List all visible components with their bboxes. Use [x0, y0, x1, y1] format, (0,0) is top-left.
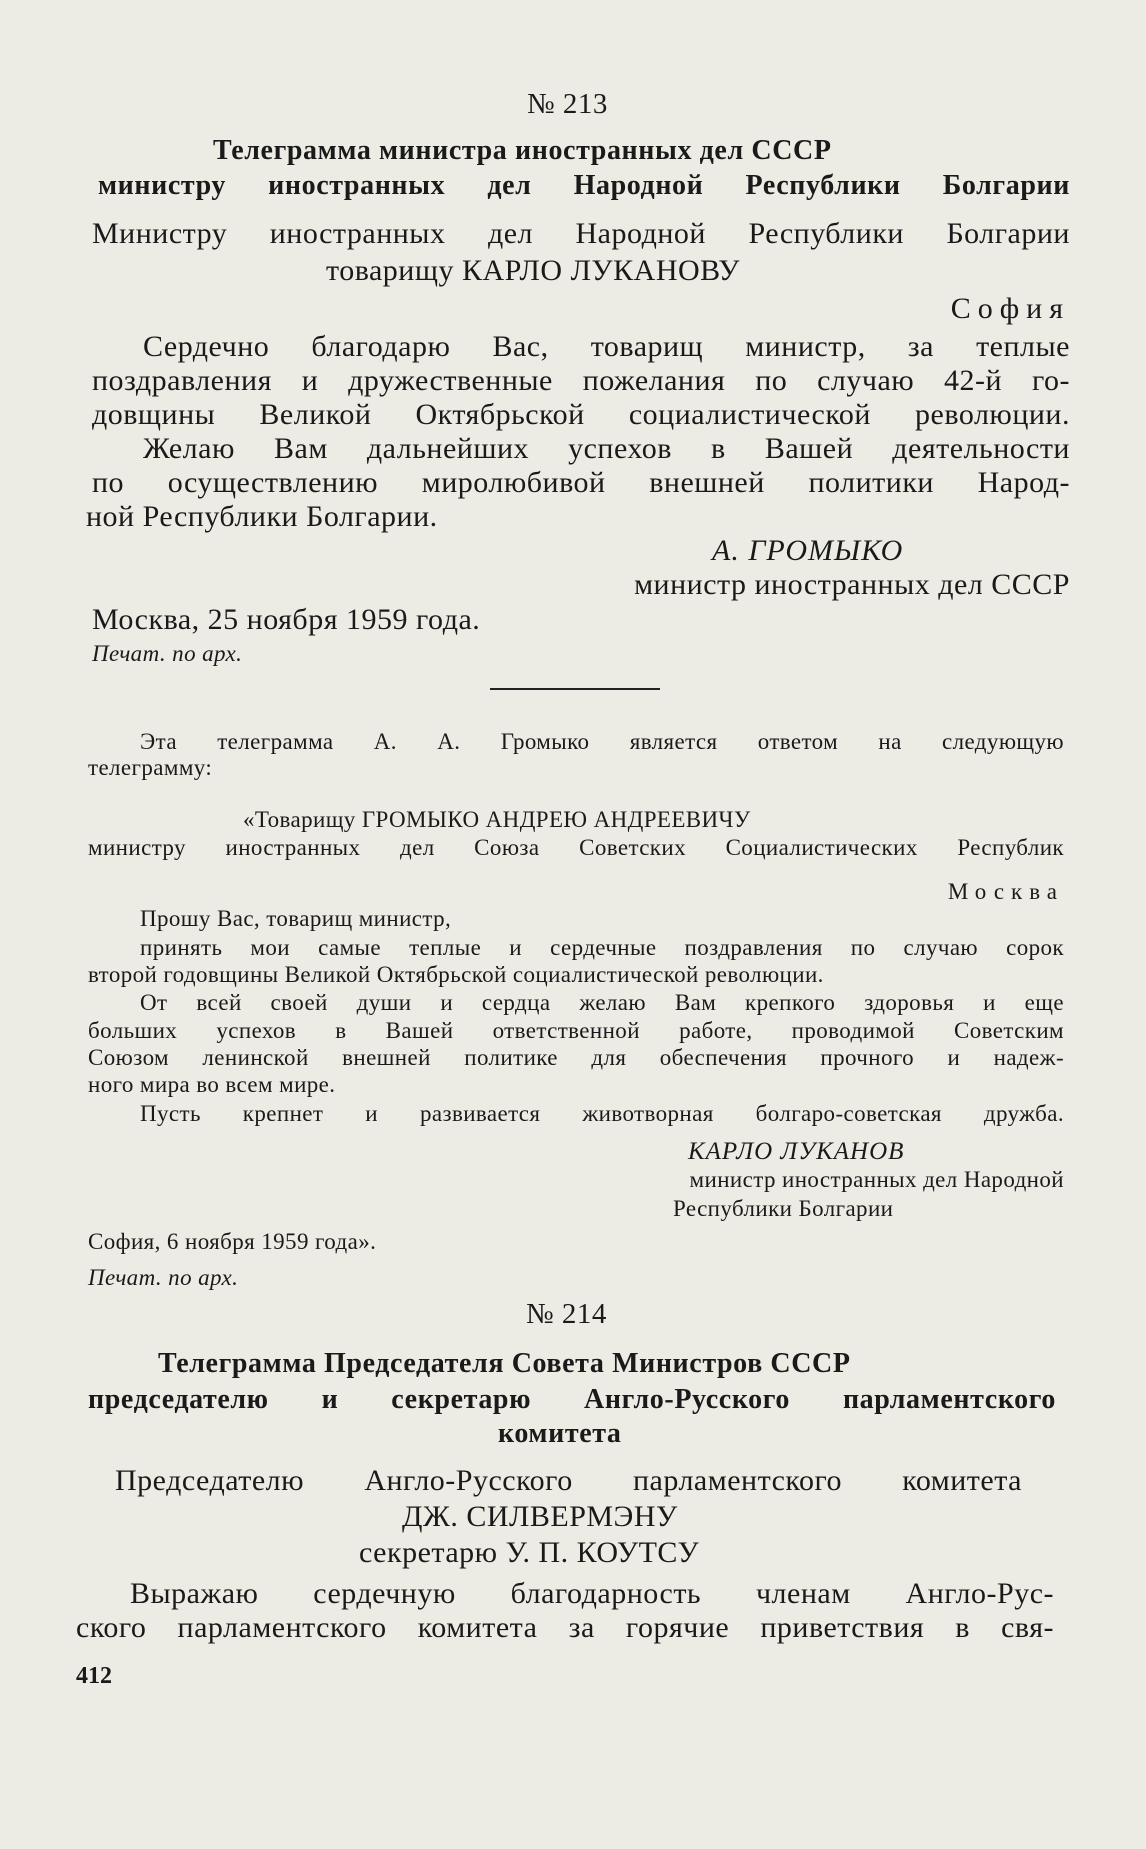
doc214-body-line: Выражаю сердечную благодарность членам Англо-Рус-	[130, 1577, 1054, 1610]
note-body-line: От всей своей души и сердца желаю Вам крепкого здоровья и еще	[140, 990, 1064, 1015]
doc213-signature: А. ГРОМЫКО	[712, 534, 904, 567]
note-date: София, 6 ноября 1959 года».	[88, 1229, 377, 1254]
doc213-city: София	[950, 292, 1070, 325]
doc213-date: Москва, 25 ноября 1959 года.	[92, 603, 481, 636]
doc214-title-line2: председателю и секретарю Англо-Русского парламентского	[88, 1384, 1056, 1415]
section-divider	[490, 688, 660, 690]
note-body-line: Пусть крепнет и развивается животворная болгаро-советская дружба.	[140, 1101, 1064, 1126]
doc213-addressee-line2: товарищу КАРЛО ЛУКАНОВУ	[326, 254, 740, 287]
doc213-body-line: Желаю Вам дальнейших успехов в Вашей деятельности	[143, 432, 1070, 465]
note-signature-title-line1: министр иностранных дел Народной	[689, 1167, 1064, 1192]
note-signature-title-line2: Республики Болгарии	[673, 1196, 894, 1221]
note-body-line: Союзом ленинской внешней политике для обеспечения прочного и надеж-	[88, 1045, 1064, 1070]
note-source: Печат. по арх.	[88, 1265, 239, 1290]
doc-number-213: № 213	[527, 88, 608, 120]
doc213-addressee-line1: Министру иностранных дел Народной Республики Болгарии	[92, 217, 1070, 250]
note-city: Москва	[947, 879, 1064, 904]
doc213-body-line: ной Республики Болгарии.	[86, 500, 438, 533]
doc213-body-line: довщины Великой Октябрьской социалистической революции.	[92, 398, 1070, 431]
doc214-addressee-line3: секретарю У. П. КОУТСУ	[359, 1536, 700, 1569]
doc-number-214: № 214	[526, 1298, 607, 1330]
doc213-source: Печат. по арх.	[92, 641, 243, 666]
page-number: 412	[76, 1663, 112, 1689]
note-intro-line2: телеграмму:	[88, 755, 213, 780]
note-body-line: второй годовщины Великой Октябрьской социалистической революции.	[88, 962, 824, 987]
doc213-body-line: поздравления и дружественные пожелания по случаю 42-й го-	[92, 364, 1070, 397]
note-signature: КАРЛО ЛУКАНОВ	[688, 1138, 905, 1165]
doc213-title-line2: министру иностранных дел Народной Республики Болгарии	[98, 170, 1070, 201]
note-body-line: ного мира во всем мире.	[88, 1072, 336, 1097]
note-body-line: больших успехов в Вашей ответственной работе, проводимой Советским	[88, 1018, 1064, 1043]
note-addressee-line1: «Товарищу ГРОМЫКО АНДРЕЮ АНДРЕЕВИЧУ	[243, 807, 751, 832]
doc213-signature-title: министр иностранных дел СССР	[634, 568, 1070, 601]
note-addressee-line2: министру иностранных дел Союза Советских Социалистических Республик	[88, 835, 1064, 860]
note-body-line: Прошу Вас, товарищ министр,	[140, 906, 452, 931]
doc214-addressee-line1: Председателю Англо-Русского парламентского комитета	[115, 1464, 1022, 1497]
doc213-body-line: по осуществлению миролюбивой внешней политики Народ-	[92, 466, 1070, 499]
doc213-title-line1: Телеграмма министра иностранных дел СССР	[213, 135, 832, 166]
doc214-body-line: ского парламентского комитета за горячие приветствия в свя-	[76, 1611, 1054, 1644]
doc213-body-line: Сердечно благодарю Вас, товарищ министр, за теплые	[143, 330, 1070, 363]
doc214-title-line3: комитета	[498, 1418, 622, 1449]
note-intro-line1: Эта телеграмма А. А. Громыко является ответом на следующую	[140, 729, 1064, 754]
note-body-line: принять мои самые теплые и сердечные поздравления по случаю сорок	[140, 935, 1064, 960]
doc214-title-line1: Телеграмма Председателя Совета Министров СССР	[158, 1348, 851, 1379]
doc214-addressee-line2: ДЖ. СИЛВЕРМЭНУ	[402, 1500, 678, 1533]
